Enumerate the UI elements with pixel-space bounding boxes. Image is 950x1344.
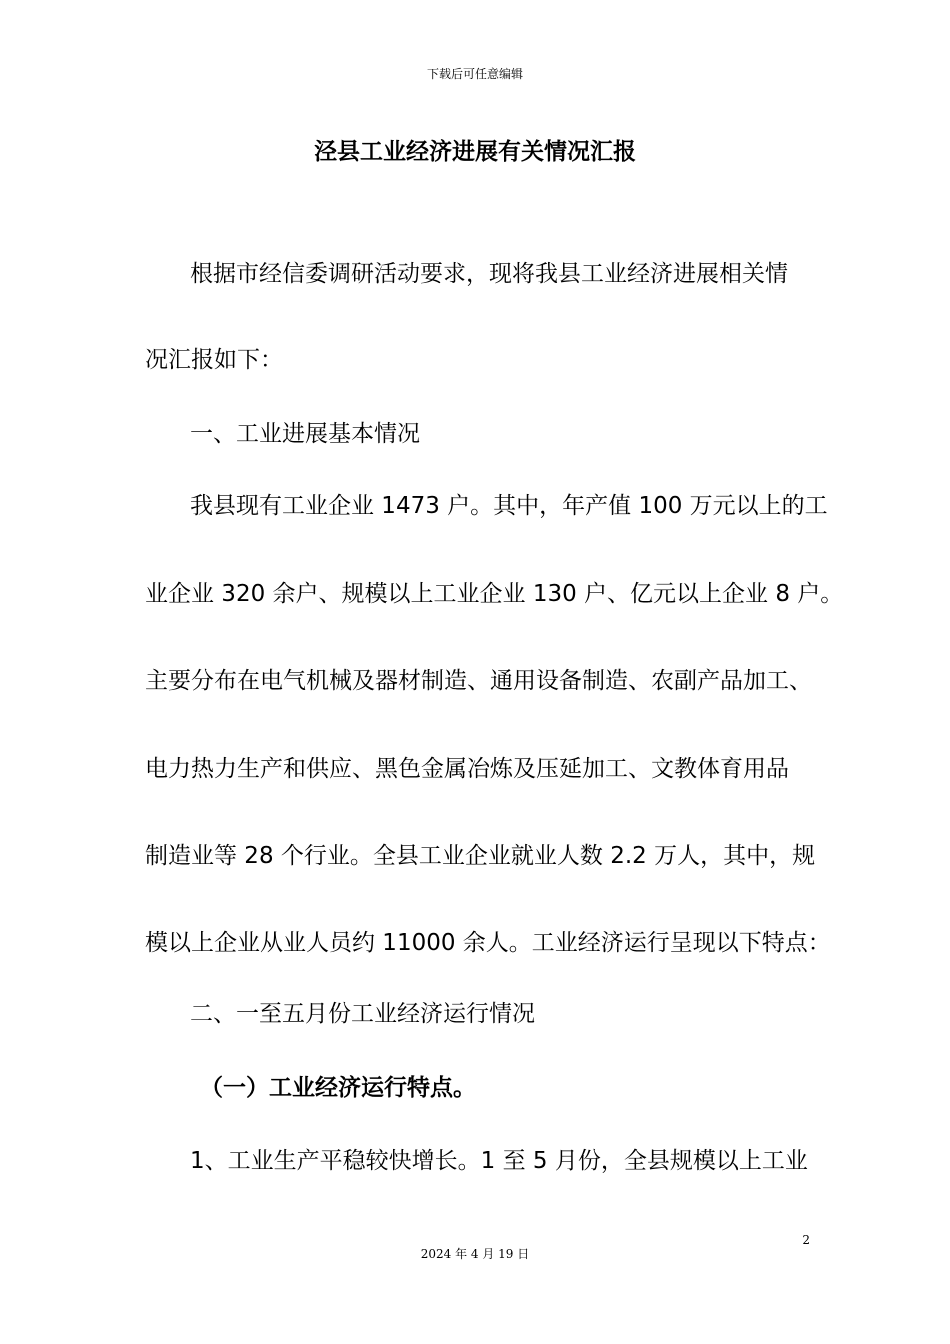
page-footer-date: 2024 年 4 月 19 日: [420, 1247, 530, 1261]
paragraph-line: 制造业等 28 个行业。全县工业企业就业人数 2.2 万人，其中，规: [145, 843, 816, 869]
subsection-heading: （一）工业经济运行特点。: [200, 1075, 476, 1101]
paragraph-line: 电力热力生产和供应、黑色金属冶炼及压延加工、文教体育用品: [145, 756, 789, 782]
section-heading: 二、一至五月份工业经济运行情况: [190, 1001, 535, 1027]
page-number: 2: [802, 1233, 810, 1247]
paragraph-line: 业企业 320 余户、规模以上工业企业 130 户、亿元以上企业 8 户。: [145, 581, 844, 607]
paragraph-line: 根据市经信委调研活动要求，现将我县工业经济进展相关情: [190, 261, 788, 287]
paragraph-line: 1、工业生产平稳较快增长。1 至 5 月份，全县规模以上工业: [190, 1148, 808, 1174]
paragraph-line: 主要分布在电气机械及器材制造、通用设备制造、农副产品加工、: [145, 668, 812, 694]
paragraph-line: 我县现有工业企业 1473 户。其中，年产值 100 万元以上的工: [190, 493, 828, 519]
page-header: 下载后可任意编辑: [426, 67, 523, 81]
document-title: 泾县工业经济进展有关情况汇报: [314, 139, 636, 165]
section-heading: 一、工业进展基本情况: [190, 421, 420, 447]
paragraph-line: 况汇报如下：: [145, 347, 283, 373]
paragraph-line: 模以上企业从业人员约 11000 余人。工业经济运行呈现以下特点：: [145, 930, 831, 956]
